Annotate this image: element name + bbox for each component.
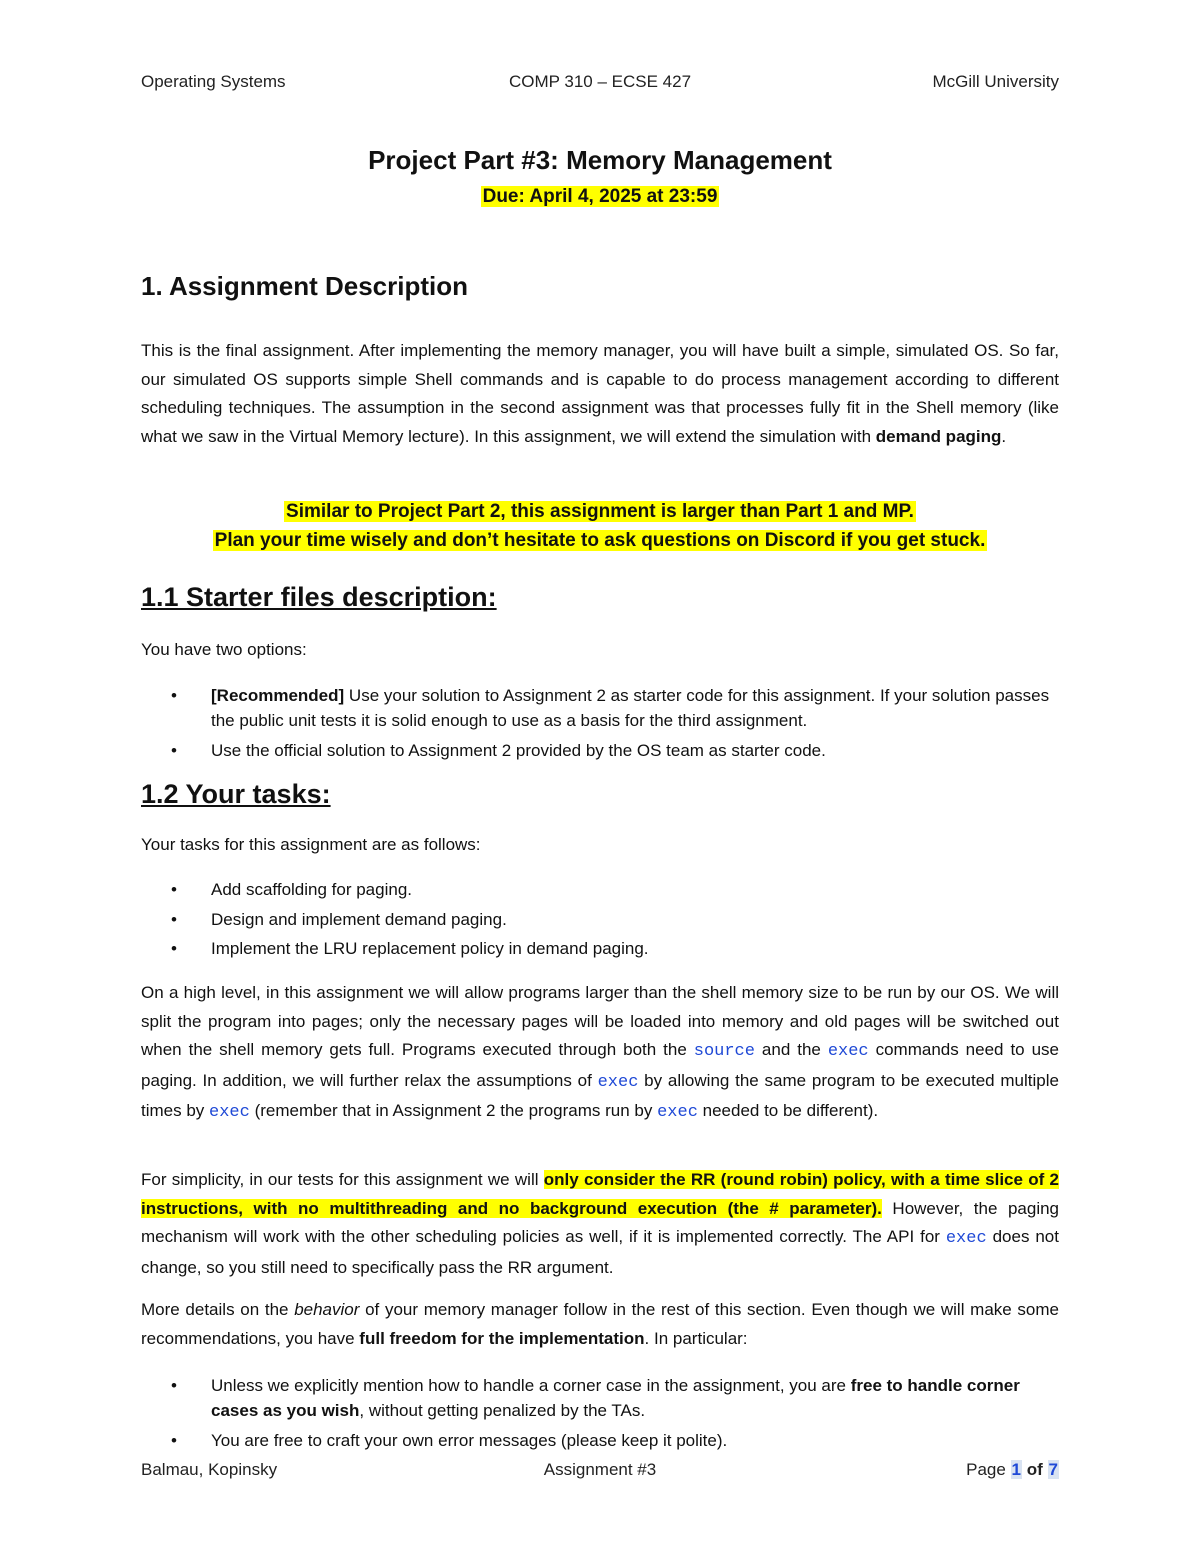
list-item: • Unless we explicitly mention how to handle a corner case in the assignment, you are free to handle corner cases as you wish, without getting penalized by the TAs. [171,1376,1020,1420]
list-item: • Use the official solution to Assignment 2 provided by the OS team as starter code. [171,740,826,760]
code-source: source [693,1042,755,1062]
page-title: Project Part #3: Memory Management [368,145,832,175]
list-item-text: Use the official solution to Assignment 2 provided by the OS team as starter code. [211,740,826,760]
task-text: Implement the LRU replacement policy in demand paging. [211,939,649,958]
paragraph-text: However, the paging mechanism will work with the other scheduling policies as well, if it is implemented correctly. The API for [141,1198,1060,1247]
header-university: McGill University [932,72,1059,91]
footer-assignment: Assignment #3 [543,1460,657,1479]
paging-overview-paragraph [141,979,1059,1128]
section-heading-your-tasks: 1.2 Your tasks: [141,779,331,809]
paragraph-text: This is the final assignment. After implementing the memory manager, you will have built a simple, simulated OS. So far, our simulated OS supports simple Shell commands and is capable to do process management according to different scheduling techniques. The assumption in the second assignment was that processes fully fit in the Shell memory (like what we saw in the Virtual Memory lecture). In this assignment, we will extend the simulation with [141,341,1059,446]
header-course-name: Operating Systems [141,72,286,91]
task-text: Add scaffolding for paging. [211,880,412,899]
list-item-text: Unless we explicitly mention how to handle a corner case in the assignment, you are [211,1376,851,1395]
paragraph-text: of your memory manager follow in the rest of this section. Even though we will make some recommendations, you have [141,1300,1060,1348]
page-label: Page [966,1460,1006,1479]
task-text: Design and implement demand paging. [211,909,507,929]
footer-page-indicator [966,1460,1059,1480]
header-course-code: COMP 310 – ECSE 427 [508,72,692,91]
rr-policy-highlight: only consider the RR (round robin) policy, with a time slice of 2 instructions, with no multithreading and no background execution (the # parameter). [141,1170,1059,1218]
recommended-label: [Recommended] [211,686,345,705]
behavior-italic: behavior [294,1300,360,1319]
footer-authors: Balmau, Kopinsky [141,1460,278,1479]
notice-line-1: Similar to Project Part 2, this assignment is larger than Part 1 and MP. [286,501,914,522]
paragraph-text: (remember that in Assignment 2 the programs run by [249,1101,658,1121]
paragraph-text: commands need to use paging. In addition, we will further relax the assumptions of [141,1040,1059,1090]
paragraph-text: by allowing the same program to be executed multiple times by [141,1070,1059,1121]
starter-files-lead: You have two options: [141,640,307,659]
list-item-text: You are free to craft your own error messages (please keep it polite). [211,1430,728,1450]
list-item-text: Use your solution to Assignment 2 as starter code for this assignment. If your solution passes the public unit tests it is solid enough to use as a basis for the third assignment. [211,686,1050,730]
freedom-list [141,1373,1059,1457]
current-page-number: 1 [1011,1460,1022,1479]
tasks-list [141,877,1059,966]
code-exec: exec [827,1042,869,1062]
paragraph-text: More details on the [141,1300,295,1319]
total-pages-number: 7 [1048,1460,1058,1479]
tasks-lead: Your tasks for this assignment are as follows: [141,835,481,854]
page-of: of [1026,1460,1043,1479]
list-item: • You are free to craft your own error messages (please keep it polite). [171,1430,728,1450]
list-item-text: , without getting penalized by the TAs. [359,1401,646,1420]
code-exec: exec [209,1103,250,1123]
list-item: • Add scaffolding for paging. [171,880,412,899]
corner-cases-bold: free to handle corner cases as you wish [211,1376,1020,1420]
implementation-freedom-paragraph [141,1296,1059,1353]
section-heading-starter-files: 1.1 Starter files description: [141,582,497,612]
paragraph-text: does not change, so you still need to specifically pass the RR argument. [141,1227,1059,1277]
rr-policy-paragraph [141,1166,1059,1282]
list-item: • Design and implement demand paging. [171,909,507,929]
paragraph-text: . In particular: [644,1328,748,1348]
notice-line-2: Plan your time wisely and don’t hesitate to ask questions on Discord if you get stuck. [214,530,986,551]
assignment-description-paragraph [141,337,1059,451]
full-freedom-bold: full freedom for the implementation [359,1328,645,1348]
due-date: Due: April 4, 2025 at 23:59 [482,186,718,207]
list-item: • [Recommended] Use your solution to Assignment 2 as starter code for this assignment. If your solution passes the public unit tests it is solid enough to use as a basis for the third assignment. [171,686,1050,730]
code-exec: exec [945,1229,987,1249]
list-item: • Implement the LRU replacement policy in demand paging. [171,939,649,958]
paragraph-text: On a high level, in this assignment we will allow programs larger than the shell memory size to be run by our OS. We will split the program into pages; only the necessary pages will be loaded into memory and old pages will be switched out when the shell memory gets full. Programs executed through both the [141,983,1059,1060]
section-heading-assignment-description: 1. Assignment Description [141,271,468,301]
due-date-line [0,186,1200,208]
highlighted-notice [0,497,1200,555]
code-exec: exec [657,1103,698,1123]
code-exec: exec [597,1072,639,1092]
paragraph-text: needed to be different). [697,1101,879,1121]
paragraph-end: . [1001,426,1007,446]
starter-options-list [141,683,1059,767]
demand-paging-bold: demand paging [875,426,1002,446]
paragraph-text: and the [754,1040,828,1060]
paragraph-text: For simplicity, in our tests for this assignment we will [141,1170,544,1189]
